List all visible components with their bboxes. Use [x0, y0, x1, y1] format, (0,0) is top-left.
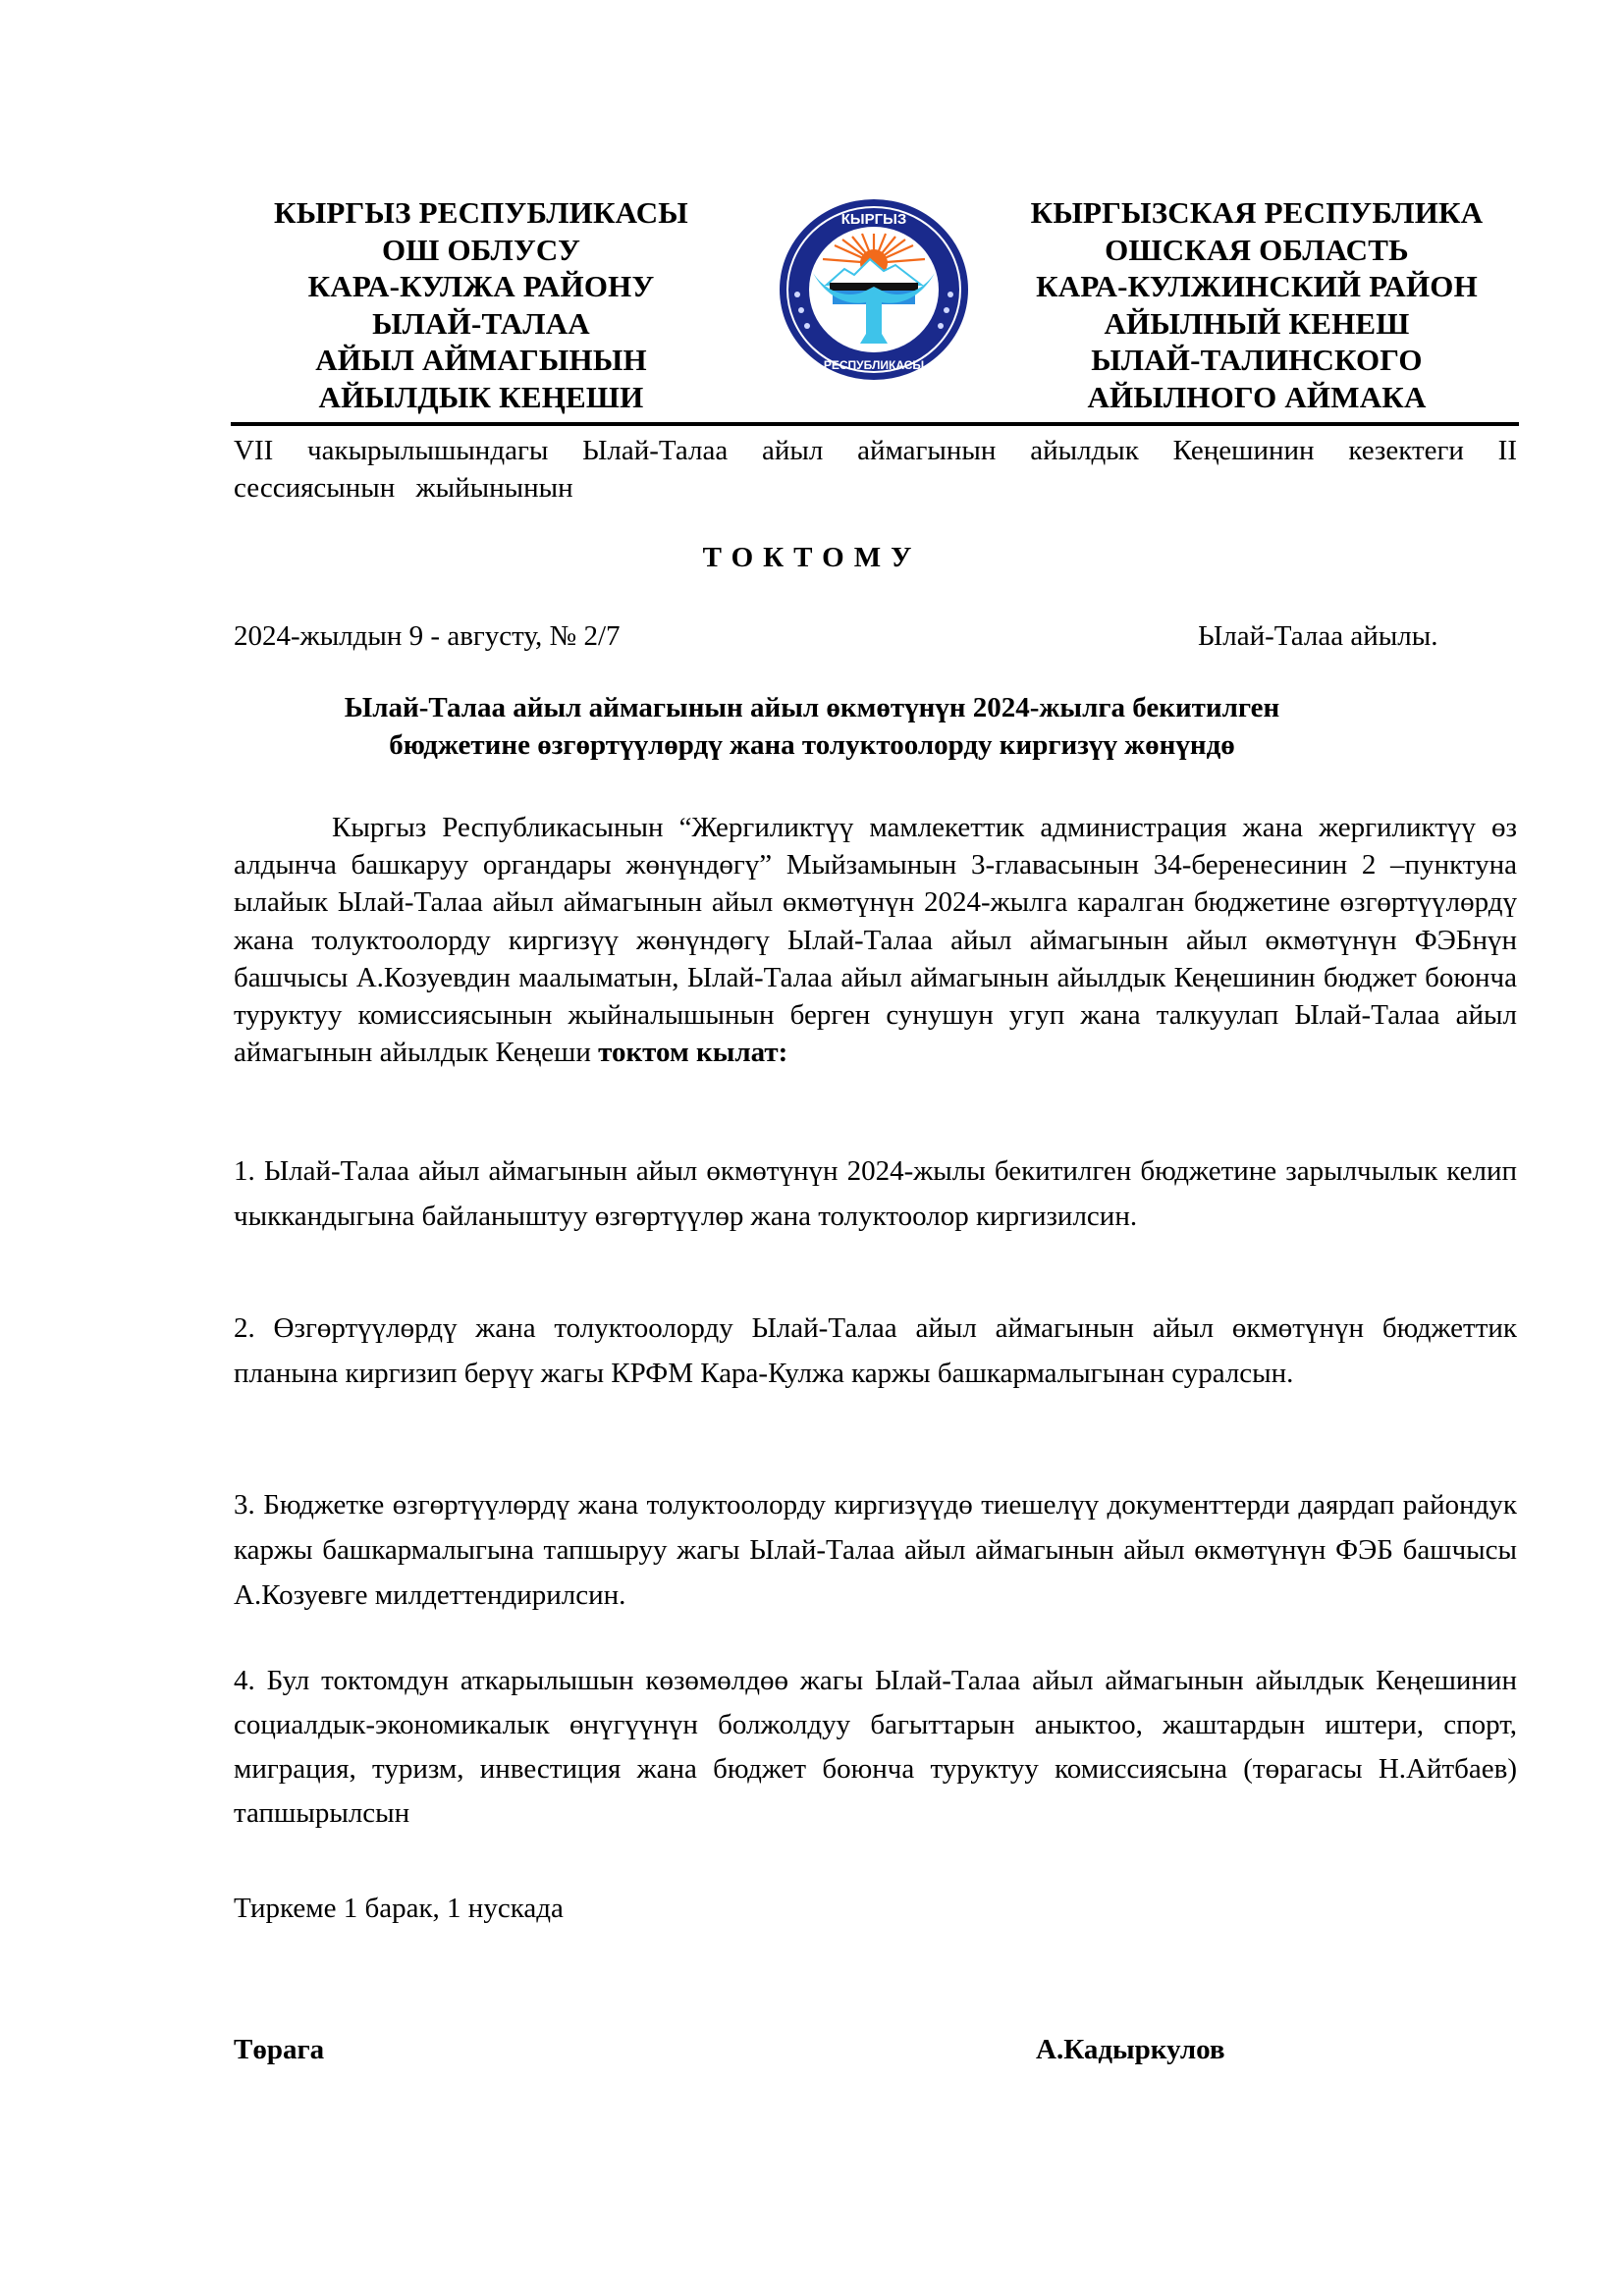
header-divider: [231, 422, 1519, 426]
kyrgyz-state-emblem-icon: [776, 196, 972, 383]
document-place: Ылай-Талаа айылы.: [1198, 620, 1438, 652]
header-left-line: ОШ ОБЛУСУ: [381, 232, 581, 267]
preamble-paragraph: [234, 809, 1517, 1071]
subject-line: бюджетине өзгөртүүлөрдү жана толуктоолорду киргизүү жөнүндө: [389, 729, 1235, 761]
document-subject: [0, 689, 1624, 764]
header-left-line: ЫЛАЙ-ТАЛАА: [372, 305, 590, 341]
signature-name: А.Кадыркулов: [1036, 2034, 1225, 2065]
resolution-item-4: 4. Бул токтомдун аткарылышын көзөмөлдөө жагы Ылай-Талаа айыл аймагынын айылдык Кеңешинин социалдык-экономикалык өнүгүүнүн болжолдуу багыттарын аныктоо, жаштардын иштери, спорт, миграция, туризм, инвестиция жана бюджет боюнча туруктуу комиссиясына (төрагасы Н.Айтбаев) тапшырылсын: [234, 1665, 1517, 1829]
session-line: VII чакырылышындагы Ылай-Талаа айыл аймагынын айылдык Кеңешинин кезектеги II сессиясынын жыйынынын: [234, 435, 1517, 504]
header-russian-block: [992, 194, 1522, 415]
attachment-note: Тиркеме 1 барак, 1 нускада: [234, 1893, 564, 1924]
resolution-item-2: 2. Өзгөртүүлөрдү жана толуктоолорду Ылай-Талаа айыл аймагынын айыл өкмөтүнүн бюджеттик планына киргизип берүү жагы КРФМ Кара-Кулжа каржы башкармалыгынан суралсын.: [234, 1312, 1517, 1389]
header-kyrgyz-block: [236, 194, 727, 415]
header-left-line: АЙЫЛДЫК КЕҢЕШИ: [318, 379, 644, 414]
preamble-decision: токтом кылат:: [598, 1037, 788, 1069]
emblem-bottom-text: РЕСПУБЛИКАСЫ: [823, 358, 925, 372]
document-title: ТОКТОМУ: [702, 542, 922, 573]
header-left-line: КАРА-КУЛЖА РАЙОНУ: [307, 269, 655, 303]
header-right-line: КАРА-КУЛЖИНСКИЙ РАЙОН: [1036, 269, 1478, 303]
header-left-line: АЙЫЛ АЙМАГЫНЫН: [315, 343, 647, 377]
header-right-line: КЫРГЫЗСКАЯ РЕСПУБЛИКА: [1030, 195, 1484, 230]
emblem-top-text: КЫРГЫЗ: [840, 211, 907, 228]
document-date-number: 2024-жылдын 9 - августу, № 2/7: [234, 620, 621, 652]
subject-line: Ылай-Талаа айыл аймагынын айыл өкмөтүнүн 2024-жылга бекитилген: [344, 692, 1280, 723]
header-right-line: АЙЫЛНОГО АЙМАКА: [1087, 379, 1427, 414]
preamble-text: Кыргыз Республикасынын “Жергиликтүү мамлекеттик администрация жана жергиликтүү өз алдынча башкаруу органдары жөнүндөгү” Мыйзамынын 3-главасынын 34-беренесинин 2 –пунктуна ылайык Ылай-Талаа айыл аймагынын айыл өкмөтүнүн 2024-жылга каралган бюджетине өзгөртүүлөрдү жана толуктоолорду киргизүү жөнүндөгү Ылай-Талаа айыл аймагынын айыл өкмөтүнүн ФЭБнүн башчысы А.Козуевдин маалыматын, Ылай-Талаа айыл аймагынын айылдык Кеңешинин бюджет боюнча туруктуу комиссиясынын жыйналышынын берген сунушун угуп жана талкуулап Ылай-Талаа айыл аймагынын айылдык Кеңеши: [234, 812, 1517, 1069]
header-left-line: КЫРГЫЗ РЕСПУБЛИКАСЫ: [274, 195, 688, 230]
header-right-line: ОШСКАЯ ОБЛАСТЬ: [1105, 232, 1409, 267]
header-right-line: ЫЛАЙ-ТАЛИНСКОГО: [1091, 343, 1423, 377]
resolution-item-3: 3. Бюджетке өзгөртүүлөрдү жана толуктоолорду киргизүүдө тиешелүү документтерди даярдап райондук каржы башкармалыгына тапшыруу жагы Ылай-Талаа айыл аймагынын айыл өкмөтүнүн ФЭБ башчысы А.Козуевге милдеттендирилсин.: [234, 1489, 1517, 1611]
signature-role: Төрага: [234, 2034, 325, 2065]
resolution-item-1: 1. Ылай-Талаа айыл аймагынын айыл өкмөтүнүн 2024-жылы бекитилген бюджетине зарылчылык келип чыккандыгына байланыштуу өзгөртүүлөр жана толуктоолор киргизилсин.: [234, 1155, 1517, 1232]
header-right-line: АЙЫЛНЫЙ КЕНЕШ: [1104, 305, 1410, 341]
